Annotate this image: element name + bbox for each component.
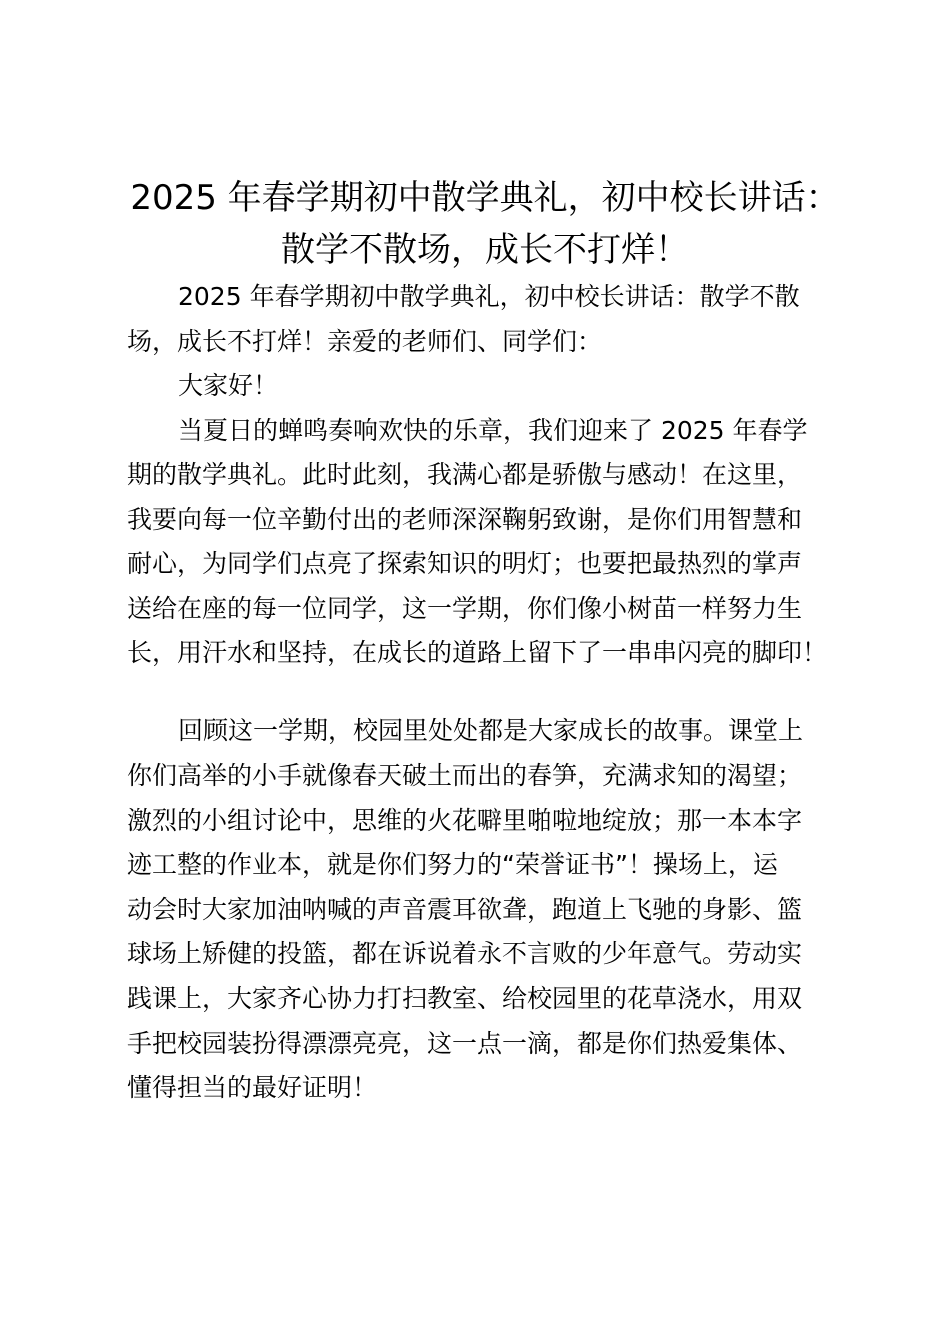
paragraph-line: 大家好！ bbox=[178, 371, 279, 400]
paragraph-line: 践课上，大家齐心协力打扫教室、给校园里的花草浇水，用双 bbox=[127, 984, 803, 1013]
paragraph-line: 2025 年春学期初中散学典礼，初中校长讲话：散学不散 bbox=[178, 282, 800, 311]
paragraph-line: 懂得担当的最好证明！ bbox=[127, 1073, 378, 1102]
paragraph-line: 回顾这一学期，校园里处处都是大家成长的故事。课堂上 bbox=[178, 716, 804, 745]
document-title-line-2: 散学不散场，成长不打烊！ bbox=[281, 230, 689, 270]
paragraph-line: 送给在座的每一位同学，这一学期，你们像小树苗一样努力生 bbox=[127, 594, 803, 623]
paragraph-line: 球场上矫健的投篮，都在诉说着永不言败的少年意气。劳动实 bbox=[127, 939, 803, 968]
paragraph-line: 手把校园装扮得漂漂亮亮，这一点一滴，都是你们热爱集体、 bbox=[127, 1029, 803, 1058]
paragraph-line: 我要向每一位辛勤付出的老师深深鞠躬致谢，是你们用智慧和 bbox=[127, 505, 803, 534]
paragraph-line: 你们高举的小手就像春天破土而出的春笋，充满求知的渴望； bbox=[127, 761, 803, 790]
paragraph-line: 激烈的小组讨论中，思维的火花噼里啪啦地绽放；那一本本字 bbox=[127, 806, 803, 835]
paragraph-line: 耐心，为同学们点亮了探索知识的明灯；也要把最热烈的掌声 bbox=[127, 549, 803, 578]
document-title-line-1: 2025 年春学期初中散学典礼，初中校长讲话： bbox=[130, 178, 840, 218]
paragraph-line: 期的散学典礼。此时此刻，我满心都是骄傲与感动！在这里， bbox=[127, 460, 803, 489]
paragraph-line: 动会时大家加油呐喊的声音震耳欲聋，跑道上飞驰的身影、篮 bbox=[127, 895, 803, 924]
paragraph-line: 迹工整的作业本，就是你们努力的“荣誉证书”！操场上，运 bbox=[127, 850, 778, 879]
paragraph-line: 场，成长不打烊！亲爱的老师们、同学们： bbox=[127, 327, 603, 356]
paragraph-line: 长，用汗水和坚持，在成长的道路上留下了一串串闪亮的脚印！ bbox=[127, 638, 828, 667]
paragraph-line: 当夏日的蝉鸣奏响欢快的乐章，我们迎来了 2025 年春学 bbox=[178, 416, 808, 445]
